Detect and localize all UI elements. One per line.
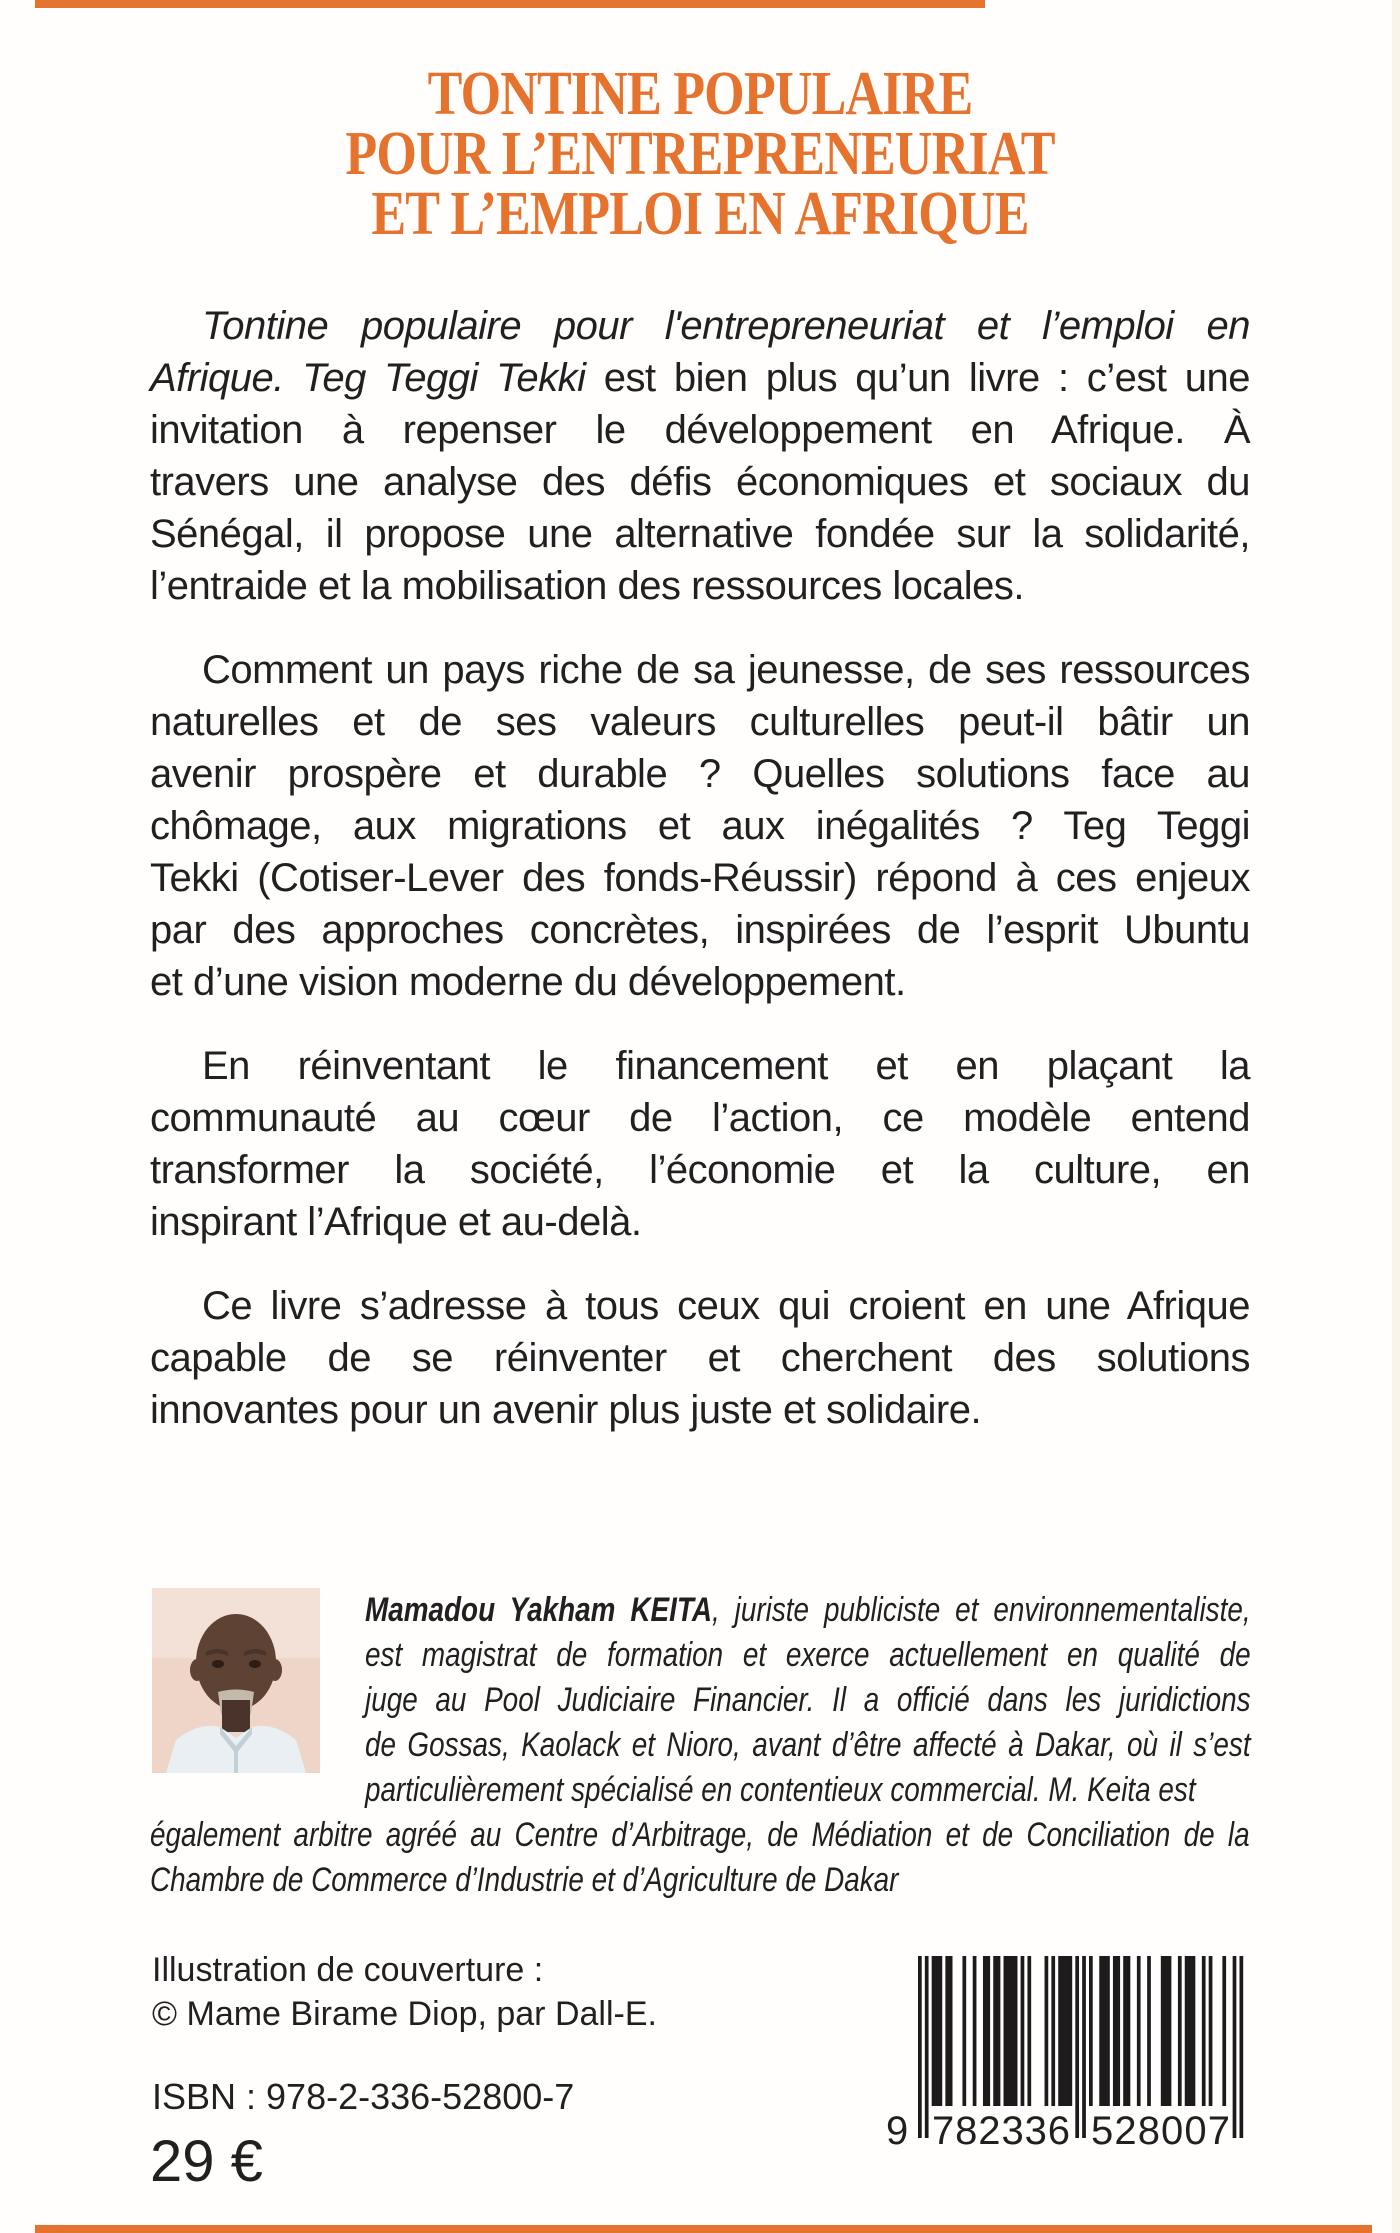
barcode-bar	[939, 1956, 943, 2106]
barcode-bar	[918, 1956, 922, 2138]
top-edge-bar	[35, 0, 985, 8]
text-line: de Gossas, Kaolack et Nioro, avant d’être affecté à Dakar, où il s’est	[365, 1726, 1251, 1764]
barcode-bar	[1222, 1956, 1226, 2106]
barcode-bar	[1202, 1956, 1206, 2106]
barcode-bar	[1099, 1956, 1103, 2106]
text-line: chômage, aux migrations et aux inégalités ? Teg Teggi	[150, 804, 1250, 848]
barcode-bar	[1103, 1956, 1107, 2106]
barcode-bar	[1168, 1956, 1172, 2106]
price-text: 29 €	[150, 2129, 263, 2194]
text-line: avenir prospère et durable ? Quelles solutions face au	[150, 752, 1250, 796]
barcode-bar	[1065, 1956, 1069, 2106]
barcode-bar	[1192, 1956, 1196, 2106]
barcode-bar	[1010, 1956, 1014, 2106]
ean13-barcode	[884, 1956, 1264, 2150]
book-title	[112, 60, 1288, 248]
blurb-paragraph-3	[150, 1040, 1250, 1248]
barcode-bar	[1021, 1956, 1025, 2106]
title-line-3: ET L’EMPLOI EN AFRIQUE	[371, 180, 1029, 248]
text-line: naturelles et de ses valeurs culturelles peut-il bâtir un	[150, 700, 1250, 744]
barcode-bar	[932, 1956, 936, 2106]
barcode-left-digits: 782336	[932, 2109, 1070, 2150]
barcode-bar	[1045, 1956, 1049, 2106]
text-line: Tontine populaire pour l'entrepreneuriat et l’emploi en	[202, 304, 1250, 348]
barcode-bar	[1164, 1956, 1168, 2106]
text-line: par des approches concrètes, inspirées de l’esprit Ubuntu	[150, 908, 1250, 952]
bottom-edge-bar	[35, 2225, 1372, 2233]
barcode-bar	[925, 1956, 929, 2138]
barcode-bar	[1161, 1956, 1165, 2106]
barcode-bar	[997, 1956, 1001, 2106]
text-line: capable de se réinventer et cherchent des solutions	[150, 1336, 1250, 1380]
barcode-bar	[993, 1956, 997, 2106]
barcode-bar	[945, 1956, 949, 2106]
text-line: l’entraide et la mobilisation des ressources locales.	[150, 564, 1024, 608]
barcode-bar	[1178, 1956, 1182, 2106]
blurb-paragraph-2	[150, 644, 1250, 1008]
barcode-bar	[1127, 1956, 1131, 2106]
barcode-bar	[1058, 1956, 1062, 2106]
barcode-bar	[1106, 1956, 1110, 2106]
author-bio-full-width	[150, 1813, 1250, 1903]
text-line: transformer la société, l’économie et la culture, en	[150, 1148, 1250, 1192]
barcode-bar	[1147, 1956, 1151, 2106]
title-line-1: TONTINE POPULAIRE	[427, 60, 973, 128]
barcode-bar	[973, 1956, 977, 2106]
text-line: travers une analyse des défis économiques et sociaux du	[150, 460, 1250, 504]
blurb-paragraph-4	[150, 1280, 1250, 1436]
barcode-bar	[1123, 1956, 1127, 2106]
text-line: juge au Pool Judiciaire Financier. Il a officié dans les juridictions	[365, 1681, 1251, 1719]
text-line: innovantes pour un avenir plus juste et solidaire.	[150, 1388, 982, 1432]
barcode-bar	[1185, 1956, 1189, 2106]
text-line: Ce livre s’adresse à tous ceux qui croient en une Afrique	[202, 1284, 1250, 1328]
barcode-bar	[1014, 1956, 1018, 2106]
text-line: Sénégal, il propose une alternative fondée sur la solidarité,	[150, 512, 1250, 556]
cover-illustration-credit	[152, 1948, 657, 2036]
barcode-first-digit: 9	[886, 2109, 909, 2150]
author-photo	[152, 1588, 320, 1773]
text-line: Chambre de Commerce d’Industrie et d’Agriculture de Dakar	[150, 1861, 899, 1899]
text-line: Afrique. Teg Teggi Tekki est bien plus qu’un livre : c’est une	[150, 356, 1251, 400]
barcode-bar	[935, 1956, 939, 2106]
text-line: inspirant l’Afrique et au-delà.	[150, 1200, 642, 1244]
barcode-bar	[1075, 1956, 1079, 2138]
title-line-2: POUR L’ENTREPRENEURIAT	[345, 120, 1055, 188]
barcode-bar	[1027, 1956, 1031, 2106]
barcode-bar	[1113, 1956, 1117, 2106]
credit-line-1: Illustration de couverture :	[152, 1951, 544, 1989]
barcode-bar	[1188, 1956, 1192, 2106]
barcode-bar	[1007, 1956, 1011, 2106]
barcode-bar	[983, 1956, 987, 2106]
text-line: et d’une vision moderne du développement.	[150, 960, 906, 1004]
barcode-bar	[1051, 1956, 1055, 2106]
text-line: Tekki (Cotiser-Lever des fonds-Réussir) répond à ces enjeux	[150, 856, 1250, 900]
blurb-paragraph-1	[150, 300, 1250, 612]
text-line: En réinventant le financement et en plaçant la	[202, 1044, 1250, 1088]
barcode-bar	[986, 1956, 990, 2106]
barcode-bar	[962, 1956, 966, 2106]
barcode-bar	[1004, 1956, 1008, 2106]
barcode-bar	[949, 1956, 953, 2106]
text-line: Comment un pays riche de sa jeunesse, de ses ressources	[202, 648, 1250, 692]
text-line: invitation à repenser le développement en Afrique. À	[150, 408, 1250, 452]
barcode-bar	[1116, 1956, 1120, 2106]
barcode-bar	[1089, 1956, 1093, 2106]
text-line: Mamadou Yakham KEITA, juriste publiciste et environnementaliste,	[365, 1591, 1251, 1629]
page-edge-strip	[1392, 0, 1400, 2233]
barcode-bar	[1209, 1956, 1213, 2106]
barcode-right-digits: 528007	[1091, 2109, 1230, 2150]
isbn-text: ISBN : 978-2-336-52800-7	[152, 2076, 575, 2117]
barcode-bar	[1239, 1956, 1243, 2138]
text-line: également arbitre agréé au Centre d’Arbitrage, de Médiation et de Conciliation de la	[150, 1816, 1250, 1854]
text-line: communauté au cœur de l’action, ce modèle entend	[150, 1096, 1250, 1140]
credit-line-2: © Mame Birame Diop, par Dall-E.	[152, 1995, 657, 2033]
barcode-bar	[1068, 1956, 1072, 2106]
barcode-bar	[1062, 1956, 1066, 2106]
barcode-bar	[1233, 1956, 1237, 2138]
author-bio-beside-photo	[365, 1588, 1251, 1813]
barcode-bar	[1082, 1956, 1086, 2138]
barcode-bar	[1137, 1956, 1141, 2106]
text-line: particulièrement spécialisé en contentieux commercial. M. Keita est	[365, 1771, 1196, 1809]
text-line: est magistrat de formation et exerce actuellement en qualité de	[365, 1636, 1251, 1674]
